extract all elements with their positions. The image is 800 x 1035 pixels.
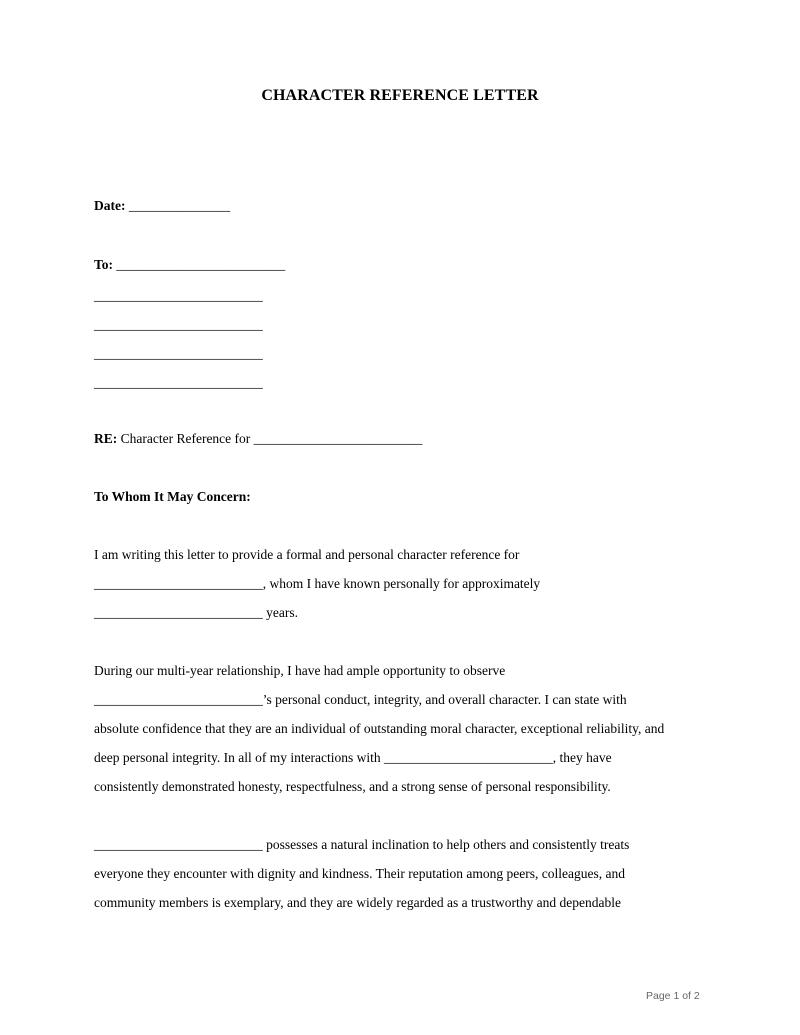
salutation: To Whom It May Concern:	[94, 489, 251, 504]
page-number: Page 1 of 2	[646, 990, 700, 1002]
date-label: Date:	[94, 198, 126, 213]
to-label: To:	[94, 257, 114, 272]
date-blank: _______________	[128, 198, 231, 213]
address-line: _________________________	[94, 288, 263, 303]
date-line	[94, 197, 230, 215]
re-text: Character Reference for _________________________	[120, 431, 423, 446]
re-label: RE:	[94, 431, 118, 446]
paragraph-line: deep personal integrity. In all of my interactions with _________________________, they have	[94, 750, 612, 765]
paragraph-line: community members is exemplary, and they are widely regarded as a trustworthy and dependable	[94, 895, 621, 910]
address-line: _________________________	[94, 346, 263, 361]
paragraph-line: I am writing this letter to provide a formal and personal character reference for	[94, 547, 520, 562]
address-line: _________________________	[94, 375, 263, 390]
paragraph-line: consistently demonstrated honesty, respectfulness, and a strong sense of personal responsibility.	[94, 779, 611, 794]
paragraph-line: _________________________ possesses a natural inclination to help others and consistently treats	[94, 837, 630, 852]
paragraph-line: During our multi-year relationship, I have had ample opportunity to observe	[94, 663, 506, 678]
paragraph-line: absolute confidence that they are an individual of outstanding moral character, exceptional reliability, and	[94, 721, 665, 736]
to-line	[94, 256, 285, 274]
address-line: _________________________	[94, 317, 263, 332]
paragraph-line: everyone they encounter with dignity and kindness. Their reputation among peers, colleagues, and	[94, 866, 625, 881]
paragraph-line: _________________________ years.	[94, 605, 298, 620]
paragraph-line: _________________________, whom I have known personally for approximately	[94, 576, 541, 591]
page-title: CHARACTER REFERENCE LETTER	[261, 87, 539, 104]
re-line	[94, 430, 422, 448]
paragraph-line: _________________________’s personal conduct, integrity, and overall character. I can state with	[94, 692, 627, 707]
to-blank: _________________________	[116, 257, 286, 272]
